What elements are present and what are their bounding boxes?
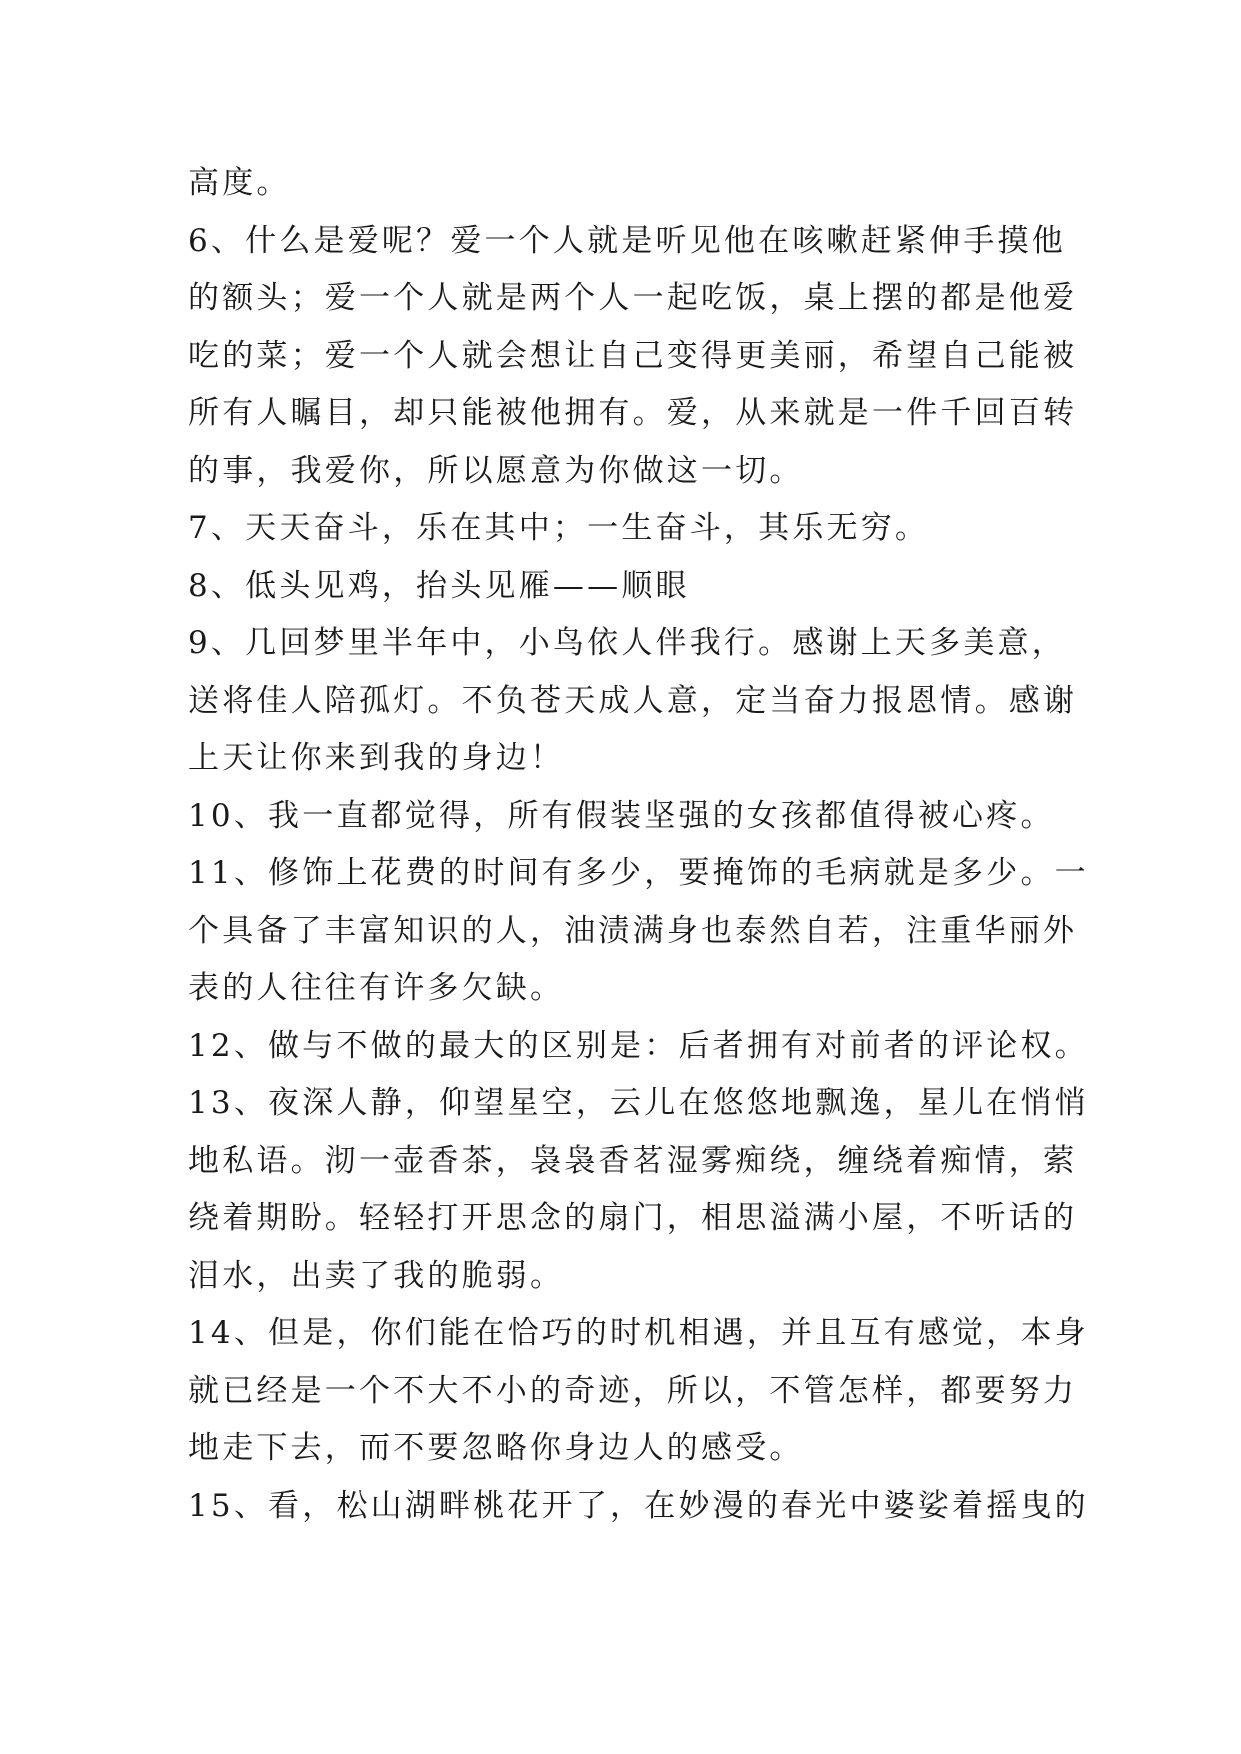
text-line: 绕着期盼。轻轻打开思念的扇门，相思溢满小屋，不听话的 [188, 1200, 1078, 1236]
text-line: 11、修饰上花费的时间有多少，要掩饰的毛病就是多少。一 [188, 855, 1089, 891]
text-line: 15、看，松山湖畔桃花开了，在妙漫的春光中婆娑着摇曳的 [188, 1487, 1089, 1524]
text-line: 地私语。沏一壶香茶，袅袅香茗湿雾痴绕，缠绕着痴情，萦 [188, 1142, 1078, 1179]
text-line: 14、但是，你们能在恰巧的时机相遇，并且互有感觉，本身 [188, 1315, 1089, 1351]
text-line: 12、做与不做的最大的区别是：后者拥有对前者的评论权。 [188, 1027, 1089, 1064]
text-line: 就已经是一个不大不小的奇迹，所以，不管怎样，都要努力 [188, 1372, 1078, 1409]
text-line: 所有人瞩目，却只能被他拥有。爱，从来就是一件千回百转 [188, 395, 1078, 431]
text-line: 高度。 [188, 165, 291, 201]
text-line: 上天让你来到我的身边！ [188, 740, 565, 776]
text-line: 10、我一直都觉得，所有假装坚强的女孩都值得被心疼。 [188, 797, 1055, 834]
document-body [188, 155, 1089, 1535]
text-line: 泪水，出卖了我的脆弱。 [188, 1257, 565, 1294]
text-line: 的额头；爱一个人就是两个人一起吃饭，桌上摆的都是他爱 [188, 280, 1078, 316]
text-line: 的事，我爱你，所以愿意为你做这一切。 [188, 452, 804, 489]
text-line: 送将佳人陪孤灯。不负苍天成人意，定当奋力报恩情。感谢 [188, 682, 1078, 719]
text-line: 6、什么是爱呢？爱一个人就是听见他在咳嗽赶紧伸手摸他 [188, 222, 1066, 259]
text-line: 8、低头见鸡，抬头见雁——顺眼 [188, 567, 690, 604]
text-line: 9、几回梦里半年中，小鸟依人伴我行。感谢上天多美意， [188, 625, 1066, 661]
text-line: 吃的菜；爱一个人就会想让自己变得更美丽，希望自己能被 [188, 337, 1078, 374]
text-line: 个具备了丰富知识的人，油渍满身也泰然自若，注重华丽外 [188, 912, 1078, 949]
text-line: 地走下去，而不要忽略你身边人的感受。 [188, 1430, 804, 1466]
text-line: 7、天天奋斗，乐在其中；一生奋斗，其乐无穷。 [188, 510, 930, 546]
text-line: 表的人往往有许多欠缺。 [188, 970, 565, 1006]
text-line: 13、夜深人静，仰望星空，云儿在悠悠地飘逸，星儿在悄悄 [188, 1085, 1089, 1121]
